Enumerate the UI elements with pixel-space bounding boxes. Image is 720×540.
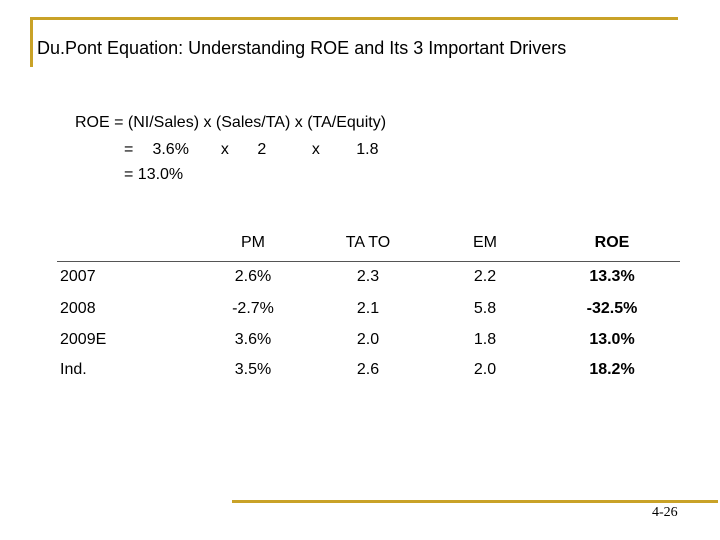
cell-pm: 3.6%: [234, 331, 272, 348]
row-label: Ind.: [60, 361, 87, 378]
table-row: [0, 361, 720, 385]
left-gold-rule: [30, 17, 33, 67]
table-row: [0, 331, 720, 355]
header-pm: PM: [241, 234, 265, 251]
row-label: 2009E: [60, 331, 107, 348]
page-number: 4-26: [652, 505, 678, 520]
equation-values: [124, 141, 379, 159]
cell-pm: 2.6%: [234, 268, 272, 285]
bottom-gold-rule: [232, 500, 718, 503]
cell-tato: 2.1: [356, 300, 380, 317]
header-roe: ROE: [594, 234, 630, 251]
cell-em: 1.8: [473, 331, 497, 348]
table-row: [0, 268, 720, 292]
equation-formula: ROE = (NI/Sales) x (Sales/TA) x (TA/Equity): [75, 114, 387, 131]
cell-em: 2.0: [473, 361, 497, 378]
eq-times-1: x: [220, 141, 229, 158]
header-divider: [57, 261, 680, 262]
table-row: [0, 300, 720, 324]
eq-em-value: 1.8: [356, 141, 379, 158]
cell-pm: -2.7%: [232, 300, 274, 317]
cell-em: 2.2: [473, 268, 497, 285]
cell-roe: 18.2%: [589, 361, 635, 378]
cell-roe: 13.0%: [589, 331, 635, 348]
row-label: 2007: [60, 268, 96, 285]
cell-em: 5.8: [473, 300, 497, 317]
top-gold-rule: [30, 17, 678, 20]
slide-title: Du.Pont Equation: Understanding ROE and Its 3 Important Drivers: [37, 38, 567, 58]
cell-pm: 3.5%: [234, 361, 272, 378]
cell-tato: 2.0: [356, 331, 380, 348]
cell-roe: 13.3%: [589, 268, 635, 285]
cell-tato: 2.3: [356, 268, 380, 285]
eq-times-2: x: [311, 141, 320, 158]
cell-tato: 2.6: [356, 361, 380, 378]
header-tato: TA TO: [345, 234, 391, 251]
cell-roe: -32.5%: [586, 300, 638, 317]
eq-tato-value: 2: [257, 141, 267, 158]
row-label: 2008: [60, 300, 96, 317]
header-em: EM: [473, 234, 497, 251]
equation-result: = 13.0%: [124, 166, 184, 183]
eq-pm-value: 3.6%: [152, 141, 189, 158]
eq-sign: =: [124, 141, 134, 158]
